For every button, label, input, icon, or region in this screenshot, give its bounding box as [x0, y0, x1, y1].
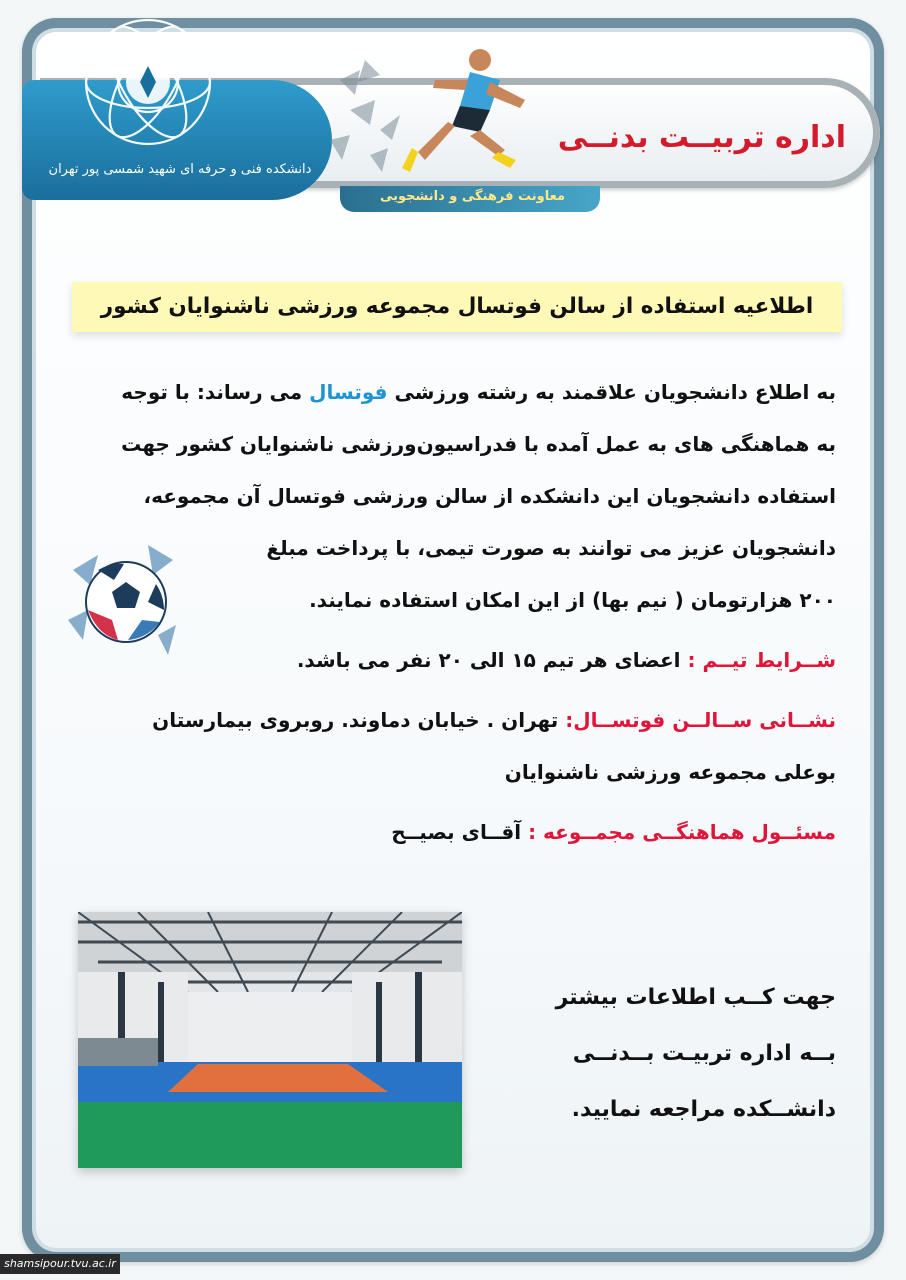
- college-emblem-icon: [78, 12, 218, 152]
- body-line-4: دانشجویان عزیز می توانند به صورت تیمی، با پرداخت مبلغ: [266, 536, 836, 560]
- futsal-hall-photo: [78, 912, 462, 1168]
- body-line-3: استفاده دانشجویان این دانشکده از سالن ورزشی فوتسال آن مجموعه،: [143, 484, 836, 508]
- contact-line-3: دانشــکده مراجعه نمایید.: [571, 1097, 836, 1122]
- department-title: اداره تربیــت بدنــی: [557, 120, 846, 155]
- team-conditions-value: اعضای هر تیم ۱۵ الی ۲۰ نفر می باشد.: [296, 648, 688, 672]
- contact-line-1: جهت کــب اطلاعات بیشتر: [555, 985, 836, 1010]
- team-conditions-label: شــرایط تیــم :: [687, 648, 836, 672]
- hall-address-line-2: بوعلی مجموعه ورزشی ناشنوایان: [504, 760, 836, 784]
- contact-info: [496, 970, 836, 1138]
- hall-address: [56, 694, 836, 746]
- body-line-1: به اطلاع دانشجویان علاقمند به رشته ورزشی فوتسال می رساند: با توجه: [121, 380, 836, 404]
- hall-address-label: نشــانی ســالــن فوتســال:: [565, 708, 836, 732]
- body-line-2: به هماهنگی های به عمل آمده با فدراسیون‌ورزشی ناشنوایان کشور جهت: [121, 432, 836, 456]
- coordinator: [56, 806, 836, 858]
- hall-address-value: تهران . خیابان دماوند. روبروی بیمارستان: [152, 708, 566, 732]
- notice-title: اطلاعیه استفاده از سالن فوتسال مجموعه ورزشی ناشنوایان کشور: [100, 294, 814, 319]
- soccer-ball-icon: [68, 540, 178, 660]
- contact-line-2: بــه اداره تربیـت بــدنــی: [572, 1041, 836, 1066]
- deputy-label: معاونت فرهنگی و دانشجویی: [379, 189, 566, 204]
- sprinter-icon: [330, 40, 540, 190]
- futsal-highlight: فوتسال: [309, 380, 388, 404]
- body-line-5: ۲۰۰ هزارتومان ( نیم بها) از این امکان استفاده نمایند.: [309, 588, 836, 612]
- coordinator-label: مسئــول هماهنگــی مجمــوعه :: [528, 820, 836, 844]
- institution-name: دانشکده فنی و حرفه ای شهید شمسی پور تهران: [48, 162, 312, 177]
- footer-url[interactable]: shamsipour.tvu.ac.ir: [0, 1254, 120, 1274]
- coordinator-value: آقــای بصیــح: [391, 820, 529, 844]
